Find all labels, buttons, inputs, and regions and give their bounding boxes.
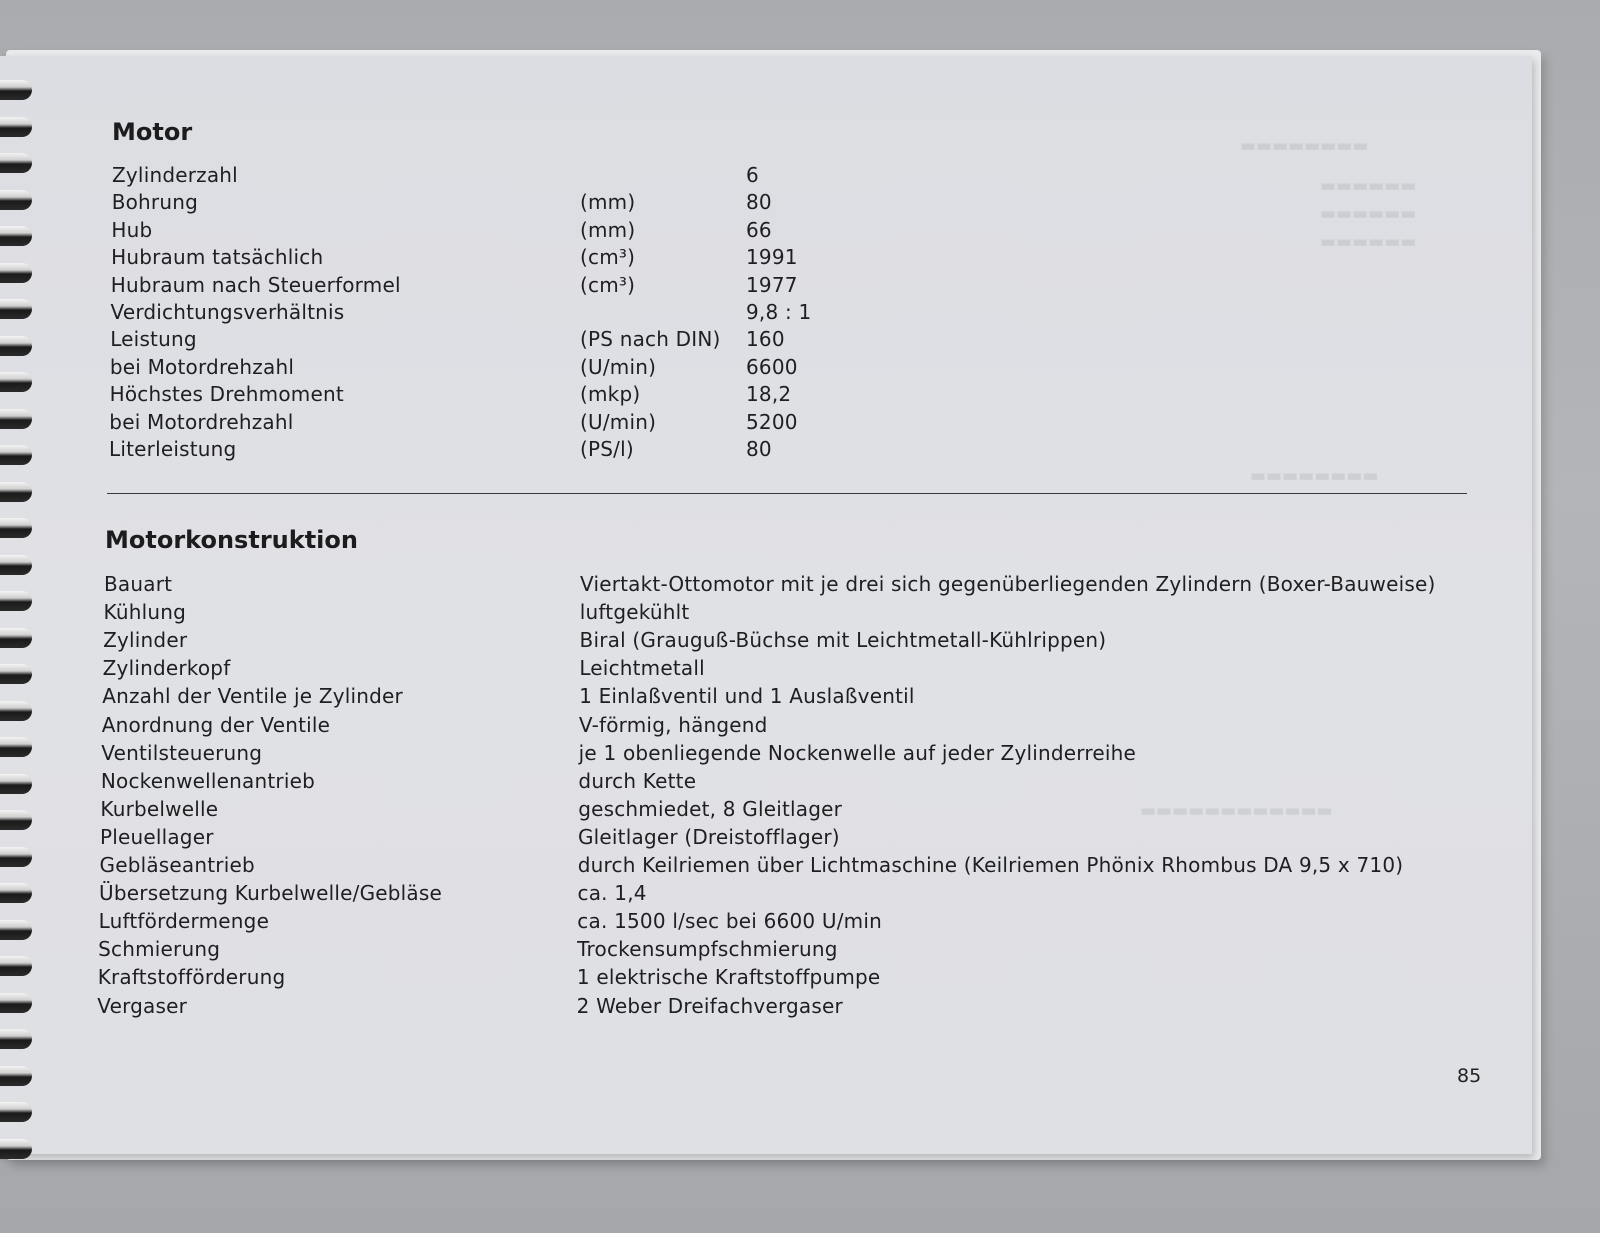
spec-row xyxy=(0,853,1500,879)
spec-value: 18,2 xyxy=(746,382,792,407)
spiral-coil xyxy=(0,117,32,137)
spiral-coil xyxy=(0,1102,32,1122)
spec-row xyxy=(0,273,1500,299)
spiral-coil xyxy=(0,80,32,100)
spec-value: 9,8 : 1 xyxy=(746,300,812,324)
spec-label: Anordnung der Ventile xyxy=(101,712,331,737)
spec-row xyxy=(0,410,1500,436)
spec-value: 160 xyxy=(746,327,785,352)
spiral-coil xyxy=(0,518,32,538)
show-through-text: ▬▬▬▬▬▬ xyxy=(1320,176,1417,196)
spec-row xyxy=(0,965,1500,991)
spec-value: luftgekühlt xyxy=(579,600,690,625)
spec-unit: (mm) xyxy=(580,217,636,242)
spec-label: Hub xyxy=(111,217,153,242)
page-number: 85 xyxy=(1457,1065,1482,1087)
spec-row xyxy=(0,825,1500,851)
show-through-text: ▬▬▬▬▬▬▬▬ xyxy=(1240,136,1369,156)
spiral-coil xyxy=(0,1139,32,1159)
spec-label: Pleuellager xyxy=(99,824,214,849)
spec-value: Leichtmetall xyxy=(579,656,705,681)
spec-label: Hubraum nach Steuerformel xyxy=(110,272,401,297)
spec-row xyxy=(0,355,1500,381)
spec-label: Kühlung xyxy=(103,600,187,625)
spec-value: 1 elektrische Kraftstoffpumpe xyxy=(576,965,881,990)
section-divider xyxy=(107,493,1467,494)
spec-value: V-förmig, hängend xyxy=(578,712,768,737)
spec-label: Bohrung xyxy=(111,190,198,215)
spec-row xyxy=(0,881,1500,907)
spec-row xyxy=(0,218,1500,244)
spec-label: Bauart xyxy=(104,572,173,596)
spec-value: geschmiedet, 8 Gleitlager xyxy=(578,796,843,821)
spec-value: 6 xyxy=(746,163,759,187)
spec-label: Kraftstofförderung xyxy=(97,965,286,990)
spec-label: bei Motordrehzahl xyxy=(109,409,294,434)
spec-value: ca. 1,4 xyxy=(577,881,647,906)
spec-value: 1991 xyxy=(746,245,798,270)
spec-row xyxy=(0,937,1500,963)
spec-value: 2 Weber Dreifachvergaser xyxy=(576,993,843,1018)
spec-row xyxy=(0,572,1500,598)
spec-row xyxy=(0,382,1500,408)
spec-unit: (cm³) xyxy=(580,272,636,297)
spec-value: durch Kette xyxy=(578,768,697,793)
spec-row xyxy=(0,741,1500,767)
spec-label: Gebläseantrieb xyxy=(99,853,255,877)
spec-value: 1 Einlaßventil und 1 Auslaßventil xyxy=(579,684,915,709)
spec-label: Leistung xyxy=(110,327,197,352)
spec-value: durch Keilriemen über Lichtmaschine (Keilriemen Phönix Rhombus DA 9,5 x 710) xyxy=(577,853,1404,877)
spec-row xyxy=(0,769,1500,795)
spec-value: je 1 obenliegende Nockenwelle auf jeder Zylinderreihe xyxy=(578,740,1136,765)
spec-label: Zylinder xyxy=(103,628,188,653)
spec-label: Anzahl der Ventile je Zylinder xyxy=(102,684,403,709)
spec-label: Ventilsteuerung xyxy=(101,740,263,765)
spec-row xyxy=(0,994,1500,1020)
spec-value: Biral (Grauguß-Büchse mit Leichtmetall-Kühlrippen) xyxy=(579,628,1107,653)
spec-unit: (PS/l) xyxy=(580,437,634,461)
spec-value: 80 xyxy=(746,437,772,461)
section-title-motor: Motor xyxy=(112,118,193,146)
spec-label: Nockenwellenantrieb xyxy=(100,768,315,793)
spec-row xyxy=(0,327,1500,353)
spec-label: Zylinderzahl xyxy=(112,163,238,187)
section-title-motorkonstruktion: Motorkonstruktion xyxy=(105,526,358,554)
spec-row xyxy=(0,656,1500,682)
spec-value: 80 xyxy=(746,190,772,215)
spec-row xyxy=(0,163,1500,189)
spec-row xyxy=(0,684,1500,710)
spec-label: Höchstes Drehmoment xyxy=(109,382,344,407)
spec-unit: (U/min) xyxy=(580,409,657,434)
spec-value: Gleitlager (Dreistofflager) xyxy=(577,824,840,849)
spiral-coil xyxy=(0,1029,32,1049)
spec-row xyxy=(0,713,1500,739)
spec-unit: (mm) xyxy=(580,190,636,215)
spec-value: 6600 xyxy=(746,354,798,379)
show-through-text: ▬▬▬▬▬▬ xyxy=(1320,232,1417,252)
spec-row xyxy=(0,628,1500,654)
show-through-text: ▬▬▬▬▬▬▬▬ xyxy=(1250,466,1379,486)
spec-label: Literleistung xyxy=(109,437,237,461)
spec-unit: (mkp) xyxy=(580,382,641,407)
spec-row xyxy=(0,437,1500,463)
spec-label: Hubraum tatsächlich xyxy=(111,245,324,270)
spec-label: Luftfördermenge xyxy=(98,909,270,934)
show-through-text: ▬▬▬▬▬▬▬▬▬▬▬▬ xyxy=(1140,801,1333,821)
spec-label: Kurbelwelle xyxy=(100,796,219,821)
spiral-coil xyxy=(0,1066,32,1086)
spec-row xyxy=(0,190,1500,216)
spec-value: 5200 xyxy=(746,409,798,434)
spec-label: Verdichtungsverhältnis xyxy=(110,300,345,324)
spec-unit: (U/min) xyxy=(580,354,657,379)
spec-value: ca. 1500 l/sec bei 6600 U/min xyxy=(577,909,882,934)
spec-label: Vergaser xyxy=(97,993,188,1018)
spec-value: Trockensumpfschmierung xyxy=(577,937,838,962)
spec-row xyxy=(0,797,1500,823)
spec-row xyxy=(0,909,1500,935)
spec-value: 1977 xyxy=(746,272,798,297)
spec-unit: (cm³) xyxy=(580,245,636,270)
spec-row xyxy=(0,600,1500,626)
spec-value: Viertakt-Ottomotor mit je drei sich gegenüberliegenden Zylindern (Boxer-Bauweise) xyxy=(580,572,1436,596)
spec-row xyxy=(0,245,1500,271)
spec-label: bei Motordrehzahl xyxy=(109,354,295,379)
spec-label: Übersetzung Kurbelwelle/Gebläse xyxy=(99,881,443,906)
spec-unit: (PS nach DIN) xyxy=(580,327,721,352)
spec-label: Zylinderkopf xyxy=(102,656,231,681)
spec-row xyxy=(0,300,1500,326)
spec-value: 66 xyxy=(746,217,772,242)
spiral-coil xyxy=(0,482,32,502)
show-through-text: ▬▬▬▬▬▬ xyxy=(1320,204,1417,224)
spec-label: Schmierung xyxy=(98,937,221,962)
